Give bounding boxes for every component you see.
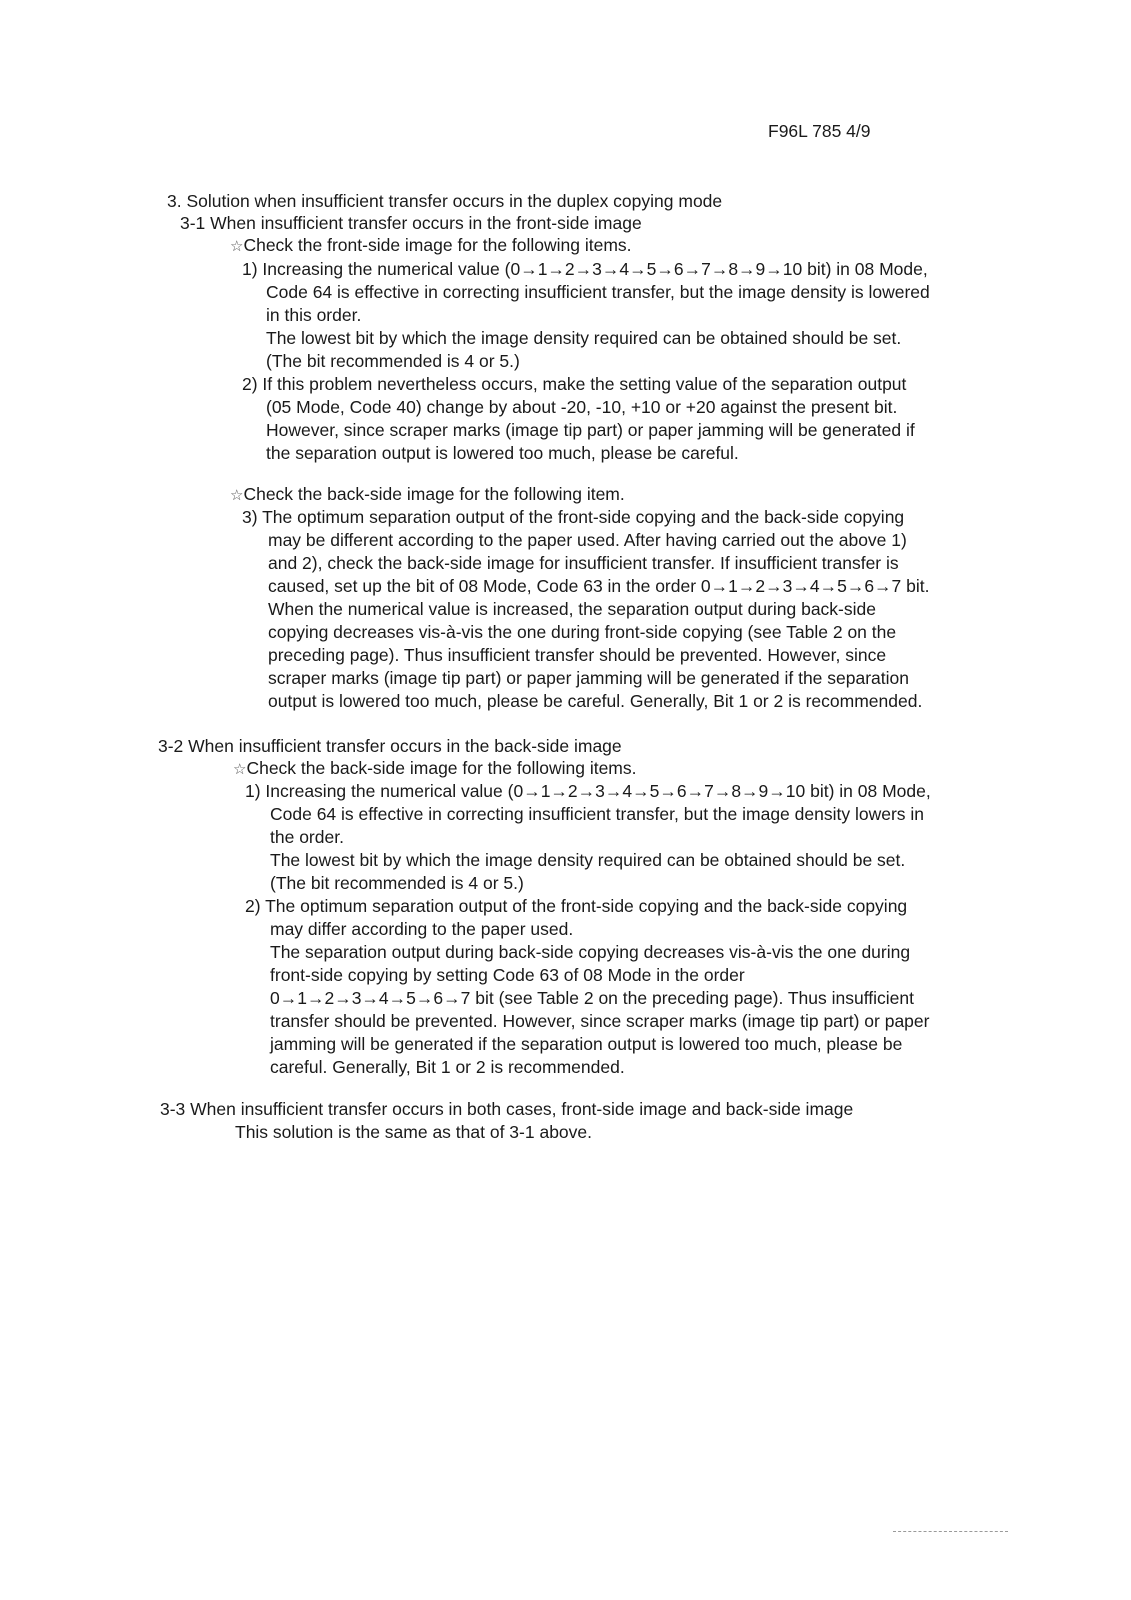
item-line: preceding page). Thus insufficient transfer should be prevented. However, since <box>268 645 887 665</box>
item-line: the order. <box>270 827 344 847</box>
item-line: 0→1→2→3→4→5→6→7 bit (see Table 2 on the preceding page). Thus insufficient <box>270 988 914 1008</box>
item-line: 2) The optimum separation output of the front-side copying and the back-side copying <box>245 896 908 916</box>
check-back-line <box>230 483 625 507</box>
item-line: (The bit recommended is 4 or 5.) <box>266 351 520 371</box>
item-line: output is lowered too much, please be careful. Generally, Bit 1 or 2 is recommended. <box>268 691 923 711</box>
document-reference: F96L 785 4/9 <box>768 121 871 141</box>
item-line: front-side copying by setting Code 63 of 08 Mode in the order <box>270 965 745 985</box>
item-line: 3) The optimum separation output of the front-side copying and the back-side copying <box>242 507 905 527</box>
item-line: scraper marks (image tip part) or paper jamming will be generated if the separation <box>268 668 909 688</box>
item-line: in this order. <box>266 305 362 325</box>
item-line: When the numerical value is increased, the separation output during back-side <box>268 599 876 619</box>
check-back-text: Check the back-side image for the following item. <box>243 484 625 504</box>
check-front-line <box>230 234 632 258</box>
scan-artifact-line <box>893 1531 1008 1532</box>
item-line: 2) If this problem nevertheless occurs, make the setting value of the separation output <box>242 374 907 394</box>
item-line: The lowest bit by which the image density required can be obtained should be set. <box>270 850 906 870</box>
check-back-text: Check the back-side image for the following items. <box>246 758 637 778</box>
star-outline-icon: ☆ <box>230 487 244 504</box>
item-line: careful. Generally, Bit 1 or 2 is recommended. <box>270 1057 625 1077</box>
subsection-heading-3-1: 3-1 When insufficient transfer occurs in the front-side image <box>180 213 642 233</box>
item-line: Code 64 is effective in correcting insufficient transfer, but the image density is lowered <box>266 282 930 302</box>
item-line: The separation output during back-side copying decreases vis-à-vis the one during <box>270 942 911 962</box>
item-line: (The bit recommended is 4 or 5.) <box>270 873 524 893</box>
item-line: copying decreases vis-à-vis the one during front-side copying (see Table 2 on the <box>268 622 897 642</box>
item-line: may be different according to the paper used. After having carried out the above 1) <box>268 530 907 550</box>
section-title: 3. Solution when insufficient transfer occurs in the duplex copying mode <box>167 191 723 211</box>
item-line: The lowest bit by which the image density required can be obtained should be set. <box>266 328 902 348</box>
item-line: the separation output is lowered too much, please be careful. <box>266 443 739 463</box>
item-line: 1) Increasing the numerical value (0→1→2→3→4→5→6→7→8→9→10 bit) in 08 Mode, <box>242 259 928 279</box>
item-line: jamming will be generated if the separation output is lowered too much, please be <box>270 1034 903 1054</box>
item-line: transfer should be prevented. However, since scraper marks (image tip part) or paper <box>270 1011 930 1031</box>
item-line: caused, set up the bit of 08 Mode, Code 63 in the order 0→1→2→3→4→5→6→7 bit. <box>268 576 930 596</box>
item-line: may differ according to the paper used. <box>270 919 574 939</box>
star-outline-icon: ☆ <box>233 761 247 778</box>
subsection-heading-3-2: 3-2 When insufficient transfer occurs in the back-side image <box>158 736 622 756</box>
check-front-text: Check the front-side image for the following items. <box>243 235 632 255</box>
subsection-heading-3-3: 3-3 When insufficient transfer occurs in both cases, front-side image and back-side image <box>160 1099 854 1119</box>
item-line: 1) Increasing the numerical value (0→1→2→3→4→5→6→7→8→9→10 bit) in 08 Mode, <box>245 781 931 801</box>
item-line: and 2), check the back-side image for insufficient transfer. If insufficient transfer is <box>268 553 899 573</box>
item-line: Code 64 is effective in correcting insufficient transfer, but the image density lowers in <box>270 804 925 824</box>
subsection-3-3-body: This solution is the same as that of 3-1 above. <box>235 1122 592 1142</box>
item-line: (05 Mode, Code 40) change by about -20, -10, +10 or +20 against the present bit. <box>266 397 898 417</box>
star-outline-icon: ☆ <box>230 238 244 255</box>
check-back-line-3-2 <box>233 757 637 781</box>
item-line: However, since scraper marks (image tip part) or paper jamming will be generated if <box>266 420 915 440</box>
